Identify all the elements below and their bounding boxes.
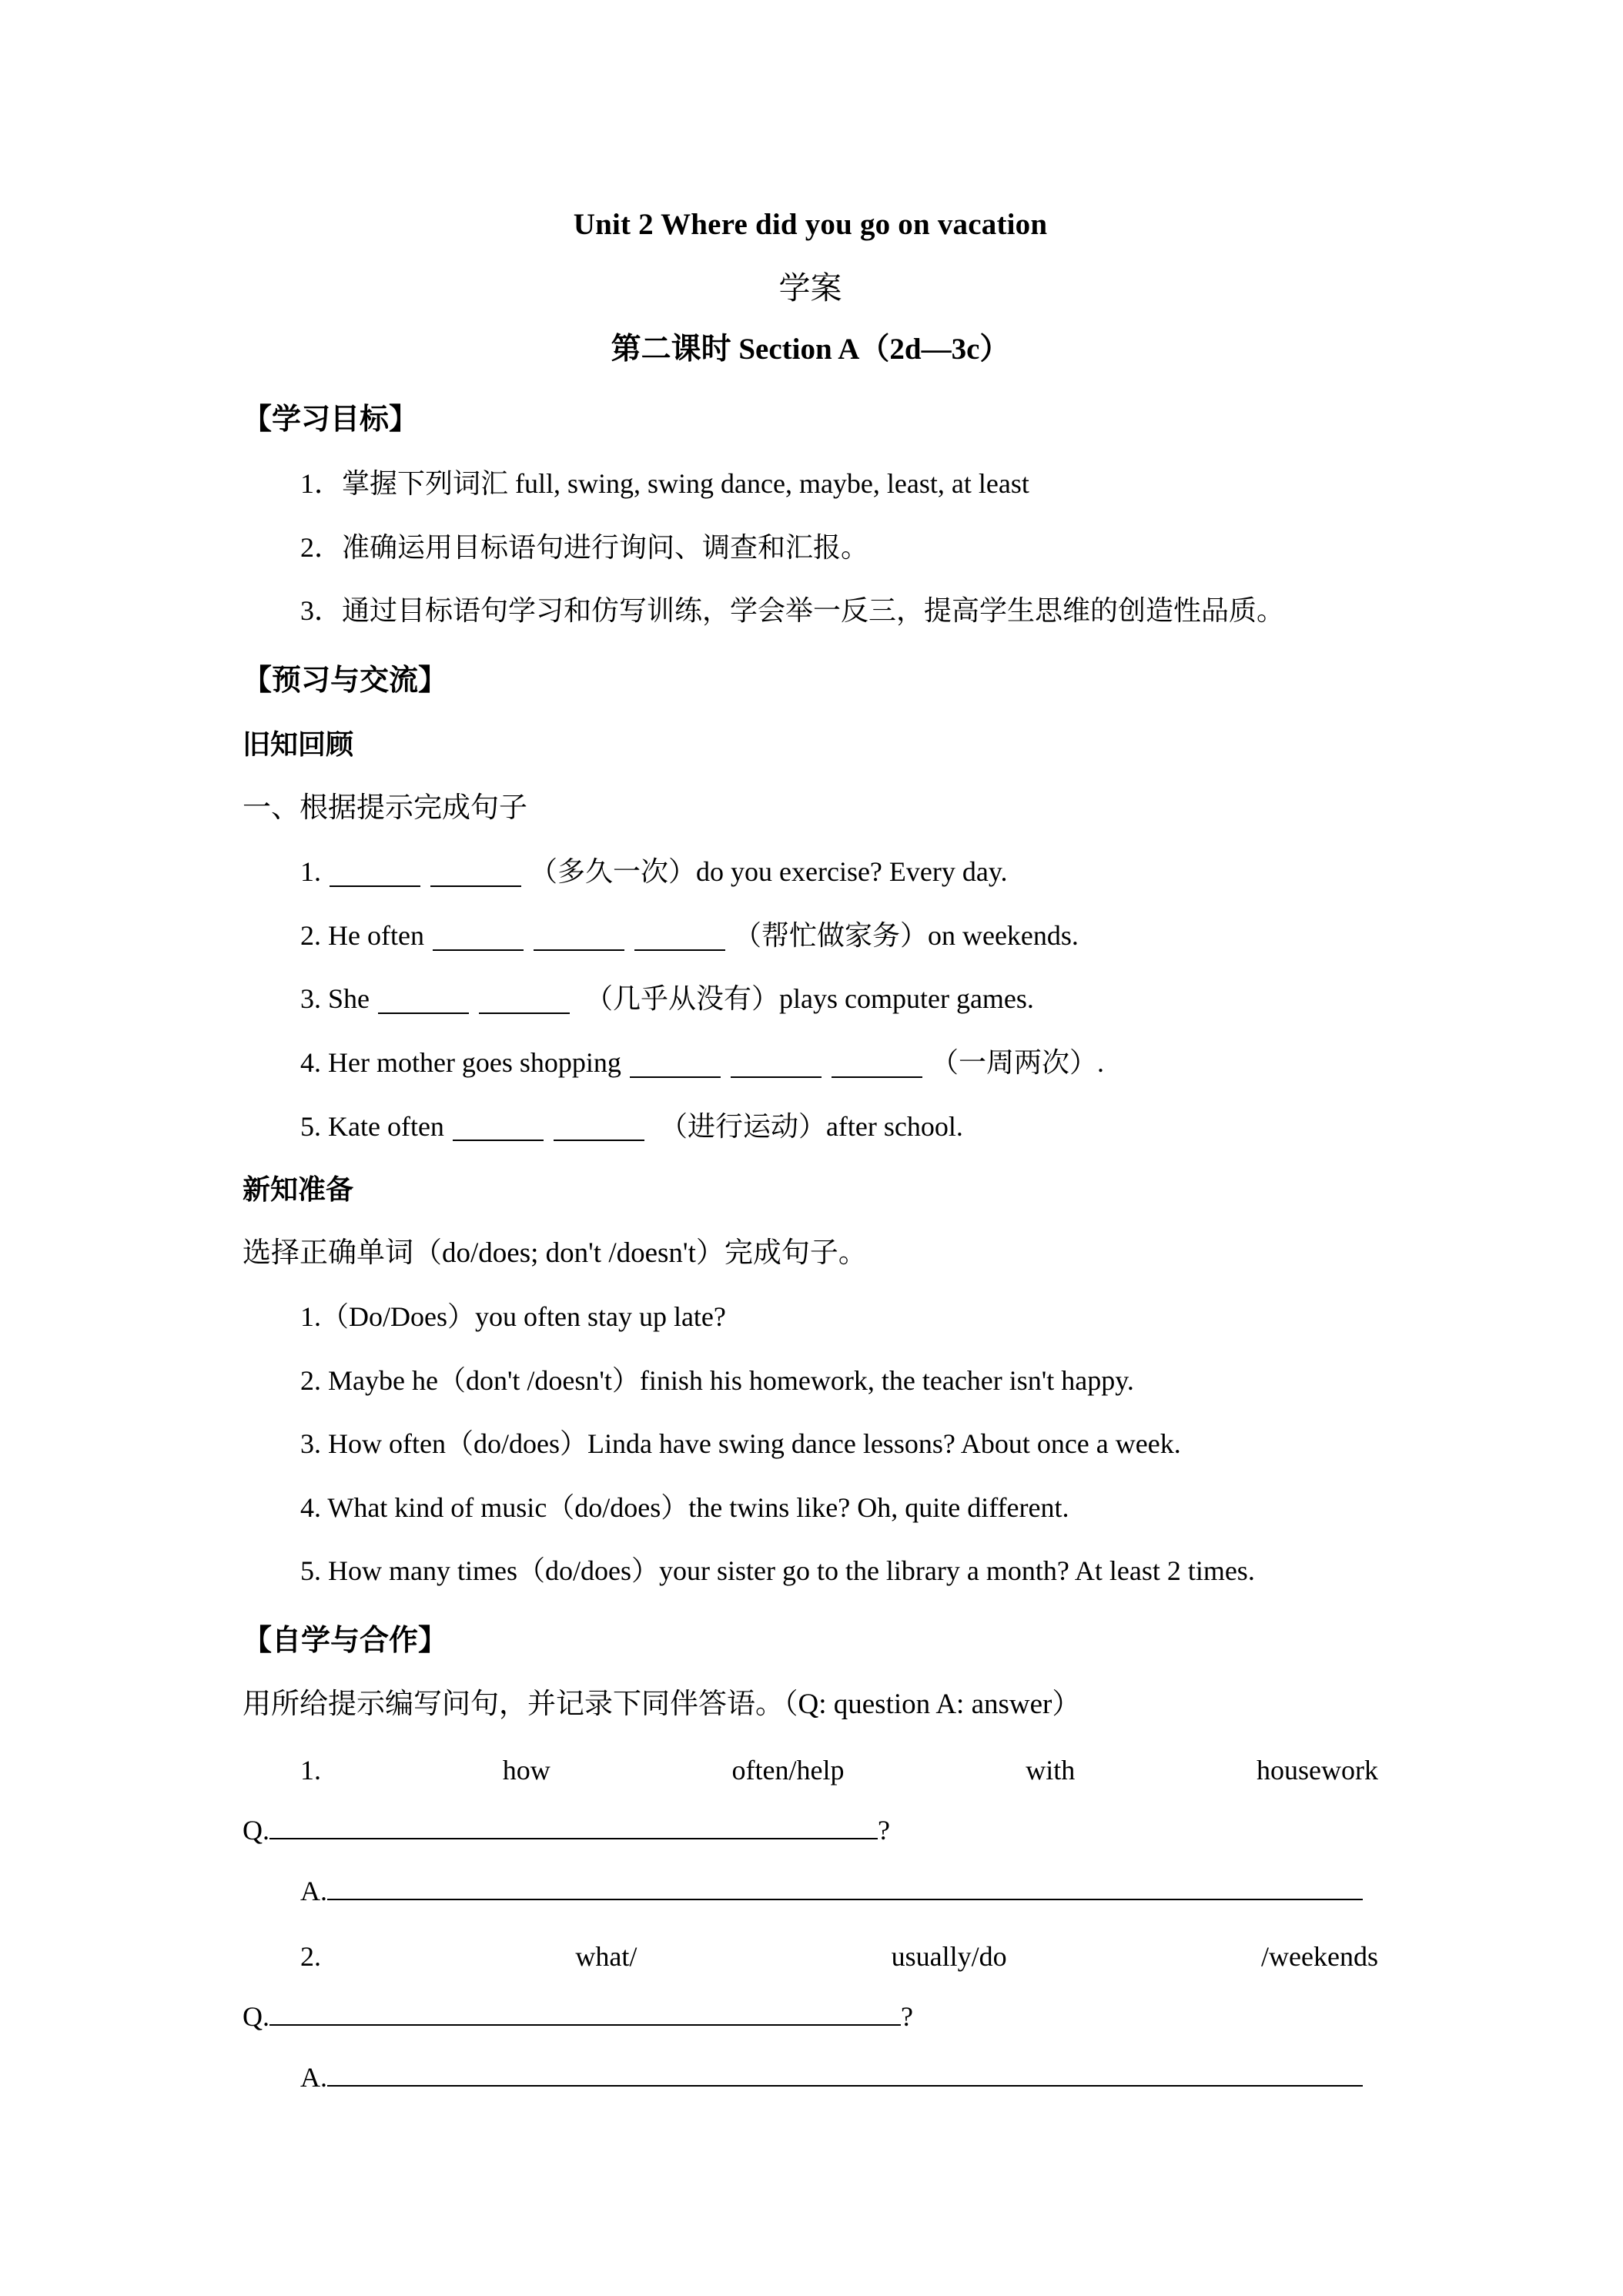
document-title: Unit 2 Where did you go on vacation	[573, 208, 1048, 241]
question-line	[243, 1812, 1378, 1849]
fill-blank[interactable]	[453, 1112, 544, 1141]
objective-item: 3．通过目标语句学习和仿写训练，学会举一反三，提高学生思维的创造性品质。	[300, 595, 1285, 627]
new-knowledge-item: 5. How many times（do/does）your sister go to the library a month? At least 2 times.	[300, 1555, 1255, 1587]
answer-write-area[interactable]	[327, 1873, 1363, 1900]
cooperation-heading: 【自学与合作】	[243, 1625, 448, 1658]
fill-blank[interactable]	[832, 1049, 922, 1078]
item-hint: （一周两次）	[930, 1046, 1097, 1078]
item-number: 1.	[300, 856, 321, 888]
prompt-word: how	[502, 1754, 550, 1786]
fill-blank[interactable]	[433, 922, 524, 951]
item-after: on weekends.	[927, 919, 1079, 951]
item-number: 4.	[300, 1046, 321, 1078]
item-after: do you exercise? Every day.	[696, 856, 1008, 888]
new-knowledge-item: 2. Maybe he（don't /doesn't）finish his homework, the teacher isn't happy.	[300, 1364, 1134, 1396]
exercise-number: 2.	[300, 1940, 321, 1972]
fill-blank[interactable]	[554, 1112, 644, 1141]
preview-subheading: 旧知回顾	[243, 729, 354, 761]
document-subtitle: 学案	[778, 269, 842, 306]
question-label: Q.	[243, 1815, 269, 1846]
preview-item	[300, 1044, 1378, 1082]
item-hint: （帮忙做家务）	[733, 919, 928, 951]
prompt-word: /weekends	[1261, 1940, 1378, 1972]
question-write-area[interactable]	[269, 1998, 901, 2026]
item-before: Kate often	[328, 1110, 444, 1142]
new-knowledge-subheading: 新知准备	[243, 1174, 354, 1207]
document-lesson-label: 第二课时 Section A（2d—3c）	[611, 333, 1010, 366]
preview-instruction: 一、根据提示完成句子	[243, 792, 527, 825]
preview-item	[300, 853, 1378, 891]
item-after: plays computer games.	[779, 983, 1034, 1015]
item-before: Her mother goes shopping	[328, 1046, 621, 1078]
item-number: 2.	[300, 919, 321, 951]
item-before: He often	[328, 919, 424, 951]
item-hint: （几乎从没有）	[585, 983, 780, 1015]
question-write-area[interactable]	[269, 1812, 878, 1839]
preview-item	[300, 1108, 1378, 1146]
objectives-heading: 【学习目标】	[243, 403, 419, 436]
fill-blank[interactable]	[630, 1049, 721, 1078]
prompt-word: what/	[575, 1940, 637, 1972]
prompt-word: with	[1026, 1754, 1076, 1786]
question-mark: ?	[878, 1815, 890, 1846]
new-knowledge-item: 3. How often（do/does）Linda have swing dance lessons? About once a week.	[300, 1428, 1181, 1460]
preview-item	[300, 917, 1378, 955]
fill-blank[interactable]	[731, 1049, 822, 1078]
item-hint: （进行运动）	[659, 1110, 826, 1142]
fill-blank[interactable]	[378, 985, 469, 1014]
answer-line	[300, 2059, 1378, 2097]
fill-blank[interactable]	[534, 922, 624, 951]
answer-label: A.	[300, 1876, 327, 1907]
question-line	[243, 1998, 1378, 2036]
preview-heading: 【预习与交流】	[243, 664, 448, 697]
fill-blank[interactable]	[634, 922, 725, 951]
cooperation-instruction: 用所给提示编写问句，并记录下同伴答语。（Q: question A: answer）	[243, 1689, 1081, 1721]
prompt-word: usually/do	[891, 1940, 1007, 1972]
objective-item: 2．准确运用目标语句进行询问、调查和汇报。	[300, 531, 869, 563]
objective-item: 1．掌握下列词汇 full, swing, swing dance, maybe, least, at least	[300, 468, 1029, 500]
cooperation-prompt-row	[300, 1752, 1378, 1789]
preview-item	[300, 980, 1378, 1018]
answer-write-area[interactable]	[327, 2059, 1363, 2087]
item-number: 5.	[300, 1110, 321, 1142]
answer-label: A.	[300, 2062, 327, 2094]
new-knowledge-item: 4. What kind of music（do/does）the twins like? Oh, quite different.	[300, 1491, 1069, 1523]
question-label: Q.	[243, 2001, 269, 2033]
item-before: She	[328, 983, 370, 1015]
page-content	[243, 0, 1378, 2097]
item-after: .	[1096, 1046, 1104, 1078]
title-block	[243, 0, 1378, 369]
prompt-word: housework	[1256, 1754, 1378, 1786]
item-number: 3.	[300, 983, 321, 1015]
cooperation-prompt-row	[300, 1938, 1378, 1976]
fill-blank[interactable]	[330, 858, 420, 887]
new-knowledge-instruction: 选择正确单词（do/does; don't /doesn't）完成句子。	[243, 1237, 867, 1269]
fill-blank[interactable]	[430, 858, 521, 887]
prompt-word: often/help	[731, 1754, 845, 1786]
question-mark: ?	[901, 2001, 913, 2033]
item-after: after school.	[825, 1110, 963, 1142]
answer-line	[300, 1873, 1378, 1910]
item-hint: （多久一次）	[530, 856, 697, 888]
fill-blank[interactable]	[479, 985, 570, 1014]
new-knowledge-item: 1.（Do/Does）you often stay up late?	[300, 1301, 726, 1333]
exercise-number: 1.	[300, 1754, 321, 1786]
